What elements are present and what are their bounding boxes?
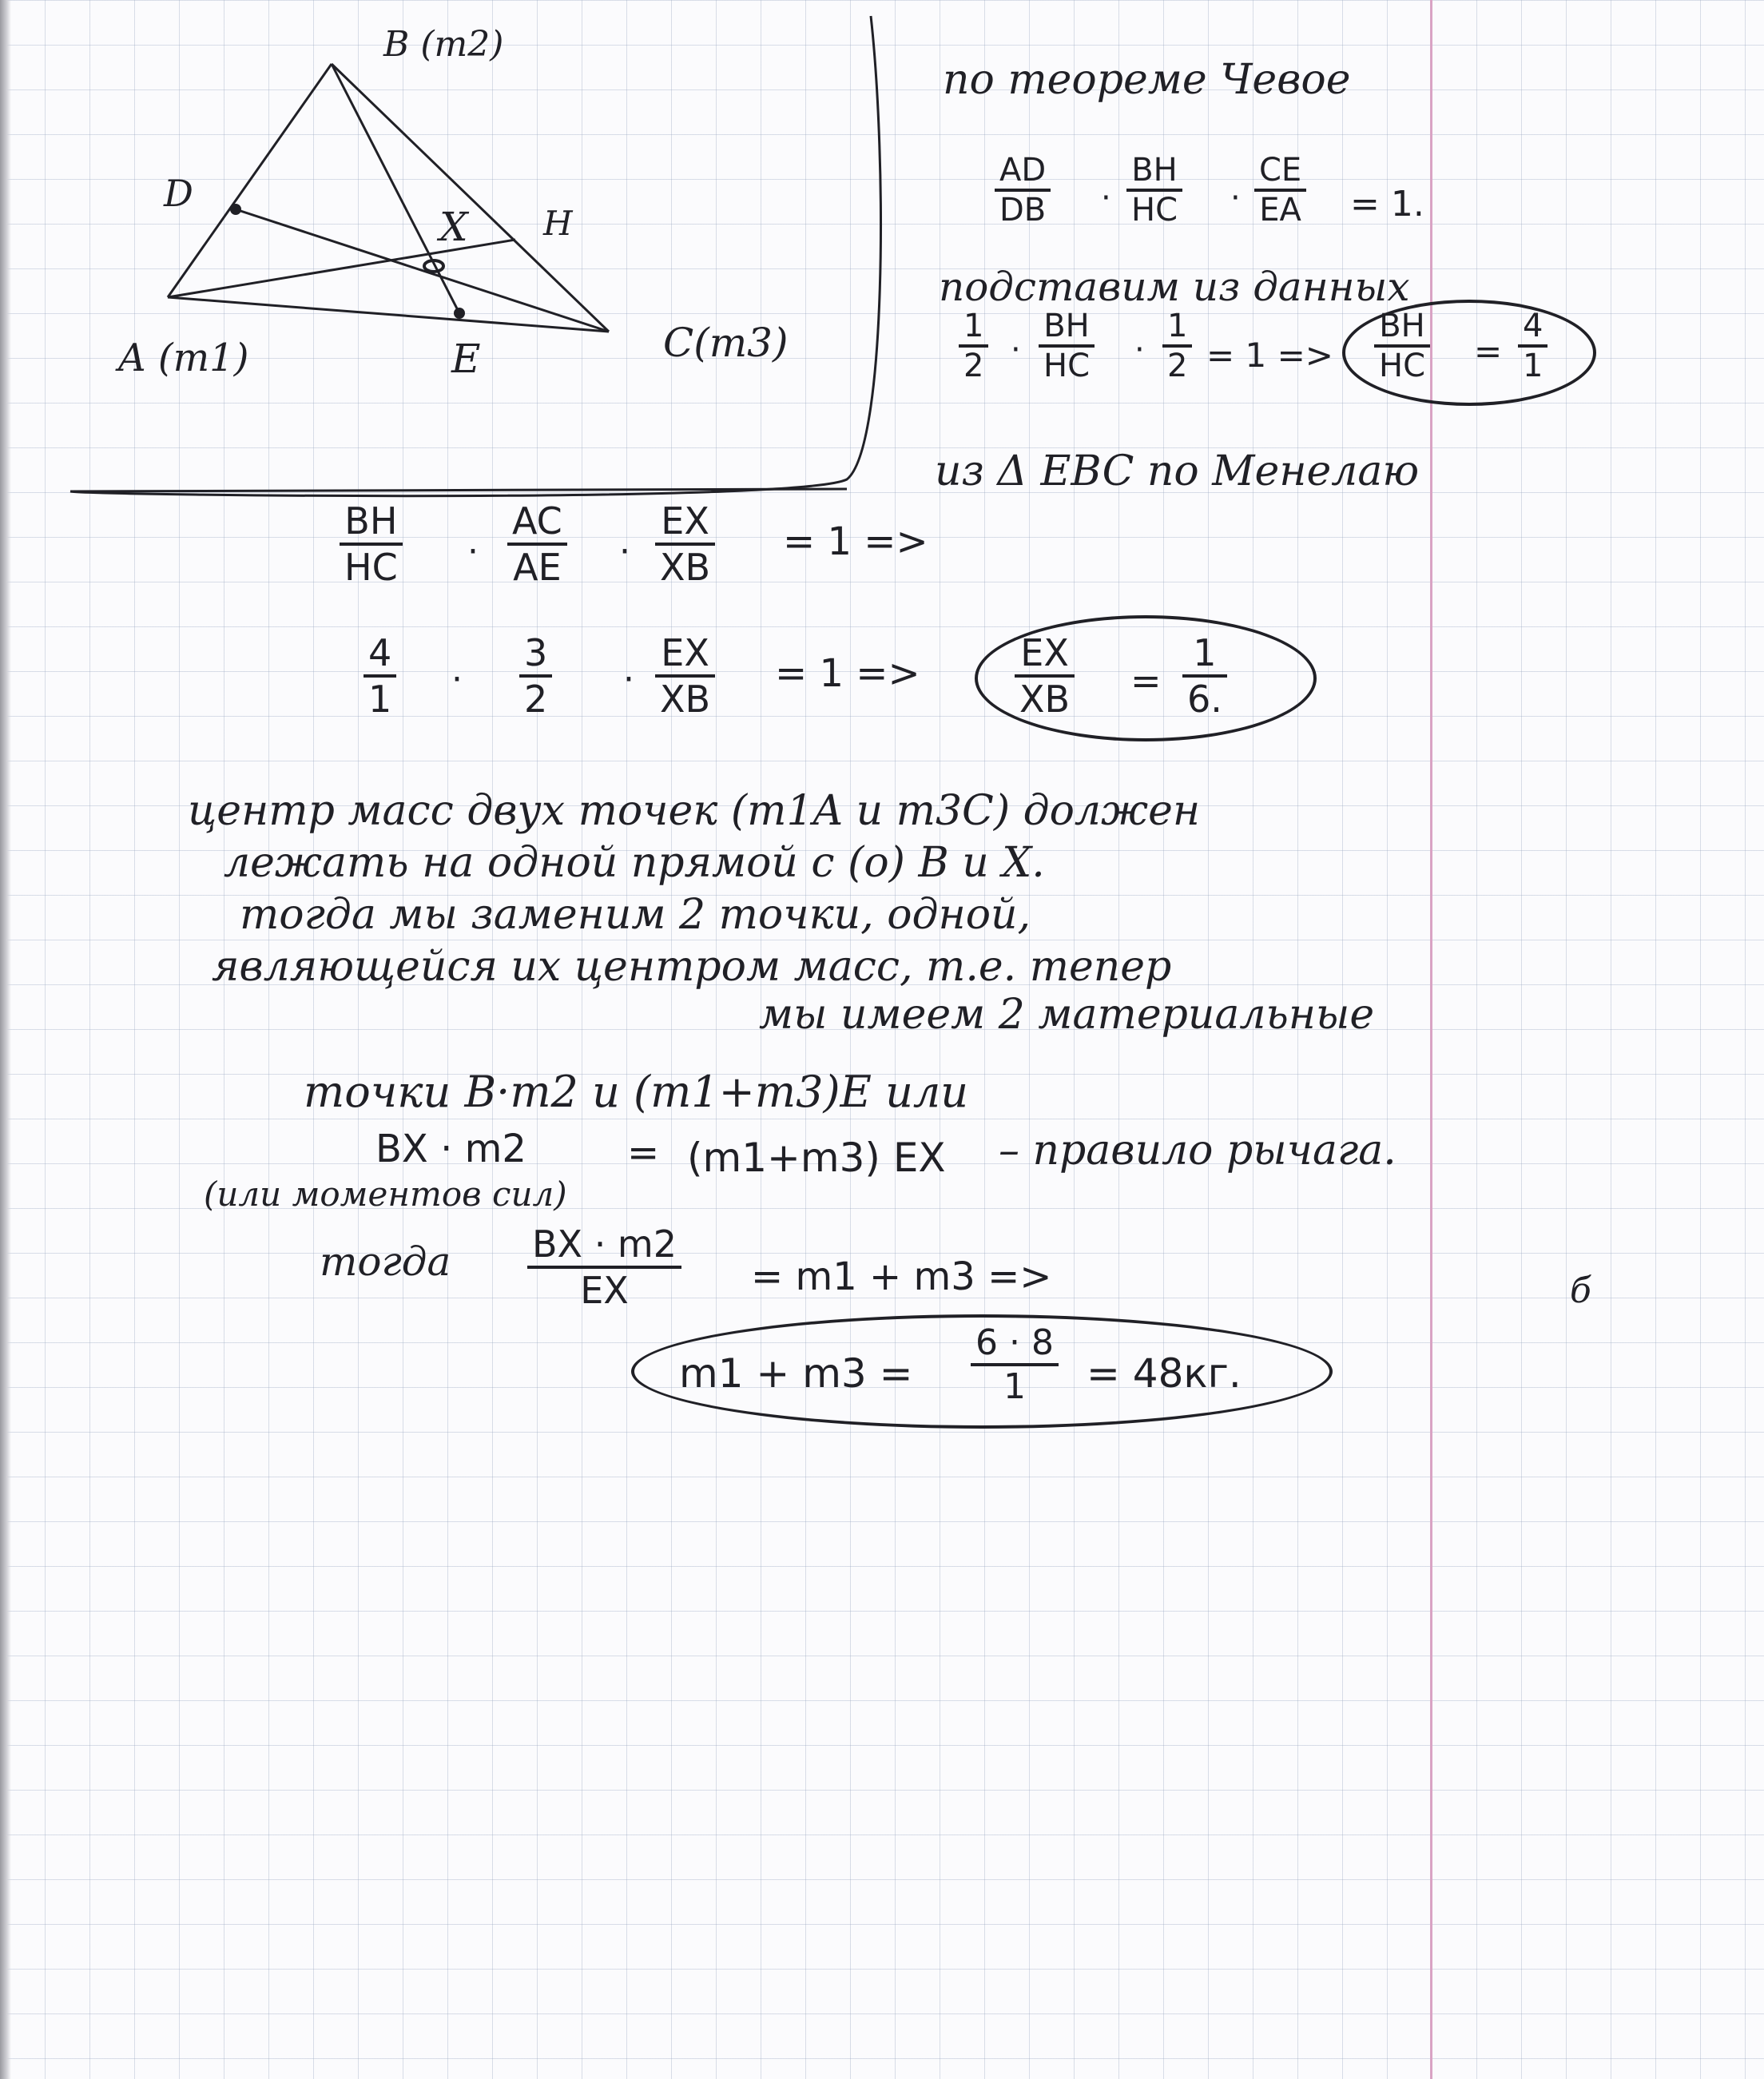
numerator: BH (1039, 308, 1095, 348)
numerator: 1 (959, 308, 988, 348)
text-line-1: центр масс двух точек (m1A и m3C) должен (188, 787, 1201, 835)
final-left: m1 + m3 = (679, 1350, 913, 1397)
subst-fraction-2 (1039, 308, 1095, 384)
label-e: E (451, 336, 481, 382)
text-line-2: лежать на одной прямой с (о) B и X. (224, 839, 1045, 887)
numerator: AC (507, 499, 567, 546)
point-e (454, 308, 465, 319)
denominator: EX (580, 1269, 629, 1312)
ceva-result-value (1518, 308, 1547, 384)
label-a: A (m1) (118, 336, 249, 380)
menelaus-result-equals: = (1130, 659, 1162, 702)
numerator: 3 (519, 631, 552, 678)
denominator: 2 (963, 348, 984, 384)
text-line-3: тогда мы заменим 2 точки, одной, (240, 891, 1031, 939)
numerator: BH (1126, 152, 1182, 192)
denominator: DB (999, 192, 1047, 229)
label-c: C(m3) (663, 320, 789, 366)
subst-fraction-1 (959, 308, 988, 384)
denominator: HC (1043, 348, 1091, 384)
ceva-fraction-2 (1126, 152, 1182, 229)
then-word: тогда (320, 1238, 451, 1285)
denominator: 1 (1003, 1366, 1026, 1407)
denominator: XB (1019, 678, 1071, 721)
numerator: CE (1254, 152, 1306, 192)
ceva-title: по теореме Чевое (943, 56, 1351, 104)
numerator: 1 (1182, 631, 1227, 678)
subst-implies: = 1 => (1206, 336, 1333, 375)
side-ac (168, 297, 609, 332)
numerator: 1 (1162, 308, 1192, 348)
final-h-equation: = m1 + m3 => (751, 1254, 1052, 1299)
denominator: 6. (1187, 678, 1222, 721)
lever-note: – правило рычага. (999, 1127, 1396, 1175)
denominator: HC (1379, 348, 1426, 384)
denominator: 1 (1523, 348, 1544, 384)
dot-operator: · (619, 531, 630, 572)
label-h: H (543, 204, 573, 243)
denominator: XB (660, 678, 711, 721)
ceva-equals: = 1. (1350, 184, 1424, 225)
dot-operator: · (467, 531, 479, 572)
denominator: HC (344, 546, 398, 589)
ceva-substitute: подставим из данных (939, 264, 1410, 310)
text-line-6: точки B·m2 и (m1+m3)E или (304, 1067, 969, 1117)
side-bc (332, 64, 609, 332)
menelaus-fraction-b (507, 499, 567, 589)
denominator: EA (1259, 192, 1301, 229)
margin-mark: б (1570, 1270, 1591, 1311)
numerator: EX (655, 499, 715, 546)
denominator: 2 (1167, 348, 1188, 384)
menelaus-eq-2: = 1 => (775, 651, 920, 696)
menelaus-fraction-c (655, 499, 715, 589)
menelaus-eq-1: = 1 => (783, 519, 928, 564)
moments-note: (или моментов сил) (204, 1175, 567, 1214)
denominator: 2 (524, 678, 548, 721)
dot-operator: · (1134, 332, 1145, 368)
numerator: BH (340, 499, 403, 546)
label-b: B (m2) (383, 24, 504, 65)
frame-curve (70, 16, 880, 496)
ceva-fraction-1 (995, 152, 1051, 229)
label-x: X (439, 204, 468, 250)
menelaus-title: из Δ EBC по Менелаю (935, 447, 1420, 495)
lever-left: BX · m2 (375, 1127, 526, 1171)
dot-operator: · (1101, 180, 1111, 217)
final-right: = 48кг. (1087, 1350, 1242, 1397)
subst-fraction-3 (1162, 308, 1192, 384)
triangle-diagram (0, 0, 895, 511)
ceva-result-equals: = (1474, 332, 1503, 371)
lever-equals: = (627, 1131, 660, 1175)
text-line-5: мы имеем 2 материальные (759, 991, 1375, 1039)
dot-operator: · (1011, 332, 1021, 368)
point-d (230, 204, 241, 215)
dot-operator: · (623, 659, 634, 700)
denominator: HC (1131, 192, 1178, 229)
menelaus-result-value (1182, 631, 1227, 721)
text-line-4: являющейся их центром масс, т.е. тепер (212, 943, 1172, 991)
numerator: BH (1374, 308, 1430, 348)
menelaus-fraction-f (655, 631, 715, 721)
denominator: XB (660, 546, 711, 589)
numerator: 6 · 8 (971, 1322, 1059, 1366)
denominator: AE (513, 546, 562, 589)
dot-operator: · (1230, 180, 1241, 217)
menelaus-result-fraction (1015, 631, 1075, 721)
numerator: EX (655, 631, 715, 678)
menelaus-fraction-e (519, 631, 552, 721)
numerator: BX · m2 (527, 1222, 681, 1269)
lever-right: (m1+m3) EX (687, 1135, 946, 1181)
menelaus-fraction-a (340, 499, 403, 589)
final-fraction-h (527, 1222, 681, 1312)
ceva-result-fraction (1374, 308, 1430, 384)
numerator: AD (995, 152, 1051, 192)
numerator: 4 (364, 631, 396, 678)
ceva-fraction-3 (1254, 152, 1306, 229)
numerator: 4 (1518, 308, 1547, 348)
numerator: EX (1015, 631, 1075, 678)
denominator: 1 (368, 678, 392, 721)
dot-operator: · (451, 659, 463, 700)
menelaus-fraction-d (364, 631, 396, 721)
label-d: D (164, 172, 193, 215)
final-fraction (971, 1322, 1059, 1407)
